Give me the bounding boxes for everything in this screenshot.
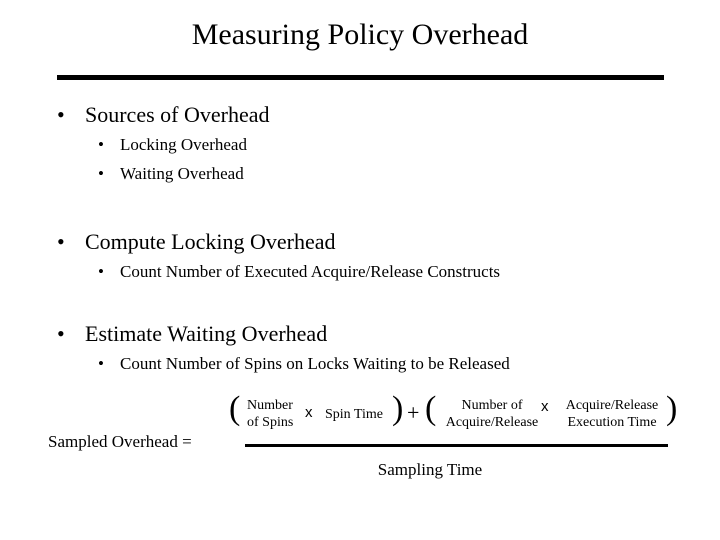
formula-text: Acquire/Release — [445, 415, 539, 430]
times-sign-2: x — [541, 398, 549, 415]
title-divider — [57, 75, 664, 80]
bullet-text: Locking Overhead — [120, 135, 247, 154]
bullet-dot: • — [98, 164, 104, 183]
times-sign-1: x — [305, 404, 313, 421]
formula-spin-time: Spin Time — [325, 407, 383, 422]
bullet-text: Compute Locking Overhead — [85, 229, 336, 254]
formula-number-of-spins — [247, 397, 293, 431]
formula-acquire-release-exec-time — [557, 397, 667, 431]
bullet-text: Sources of Overhead — [85, 102, 270, 127]
formula-text: Number of — [461, 398, 523, 413]
bullet-compute-locking-overhead — [57, 229, 336, 255]
sub-bullet-count-spins — [98, 354, 510, 374]
open-paren-2: ( — [425, 390, 437, 427]
close-paren-2: ) — [666, 390, 678, 427]
plus-sign: + — [407, 400, 420, 425]
sub-bullet-waiting-overhead — [98, 164, 244, 184]
formula-lhs: Sampled Overhead = — [48, 432, 192, 451]
formula-text: Number — [247, 398, 293, 413]
formula-text: of Spins — [247, 415, 294, 430]
bullet-sources-of-overhead — [57, 102, 270, 128]
bullet-text: Count Number of Spins on Locks Waiting to be Released — [120, 354, 510, 373]
bullet-dot: • — [98, 135, 104, 154]
sub-bullet-locking-overhead — [98, 135, 247, 155]
page-title: Measuring Policy Overhead — [191, 18, 529, 51]
bullet-text: Waiting Overhead — [120, 164, 244, 183]
bullet-dot: • — [57, 321, 65, 346]
formula-number-of-acquire-release — [438, 397, 546, 431]
bullet-dot: • — [57, 102, 65, 127]
bullet-text: Count Number of Executed Acquire/Release Constructs — [120, 262, 501, 281]
open-paren-1: ( — [229, 390, 241, 427]
close-paren-1: ) — [392, 390, 404, 427]
bullet-dot: • — [57, 229, 65, 254]
formula-denominator: Sampling Time — [377, 460, 483, 479]
sub-bullet-count-acquire-release — [98, 262, 500, 282]
bullet-estimate-waiting-overhead — [57, 321, 327, 347]
fraction-bar — [245, 444, 668, 447]
formula-text: Acquire/Release — [565, 398, 659, 413]
bullet-dot: • — [98, 262, 104, 281]
bullet-dot: • — [98, 354, 104, 373]
formula-text: Execution Time — [567, 415, 657, 430]
bullet-text: Estimate Waiting Overhead — [85, 321, 328, 346]
